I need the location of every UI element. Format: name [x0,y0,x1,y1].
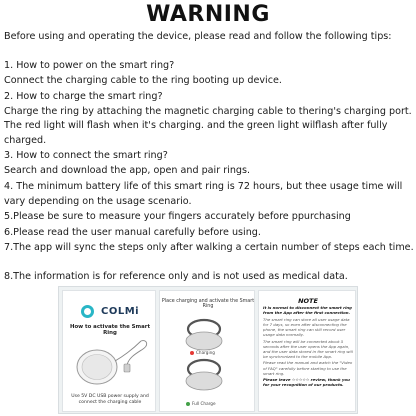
note-para-5: Please leave ☆☆☆☆☆ review, thank you for your recognition of our products. [263,377,350,388]
activation-caption: How to activate the Smart Ring [69,324,151,336]
intro-paragraph: Before using and operating the device, please read and follow the following tips: [4,31,392,42]
instruction-leaflet-image [58,286,358,414]
full-charge-label [186,401,216,406]
activation-panel [62,290,156,412]
item-2 [4,90,414,148]
note-para-4: Please read the manual and watch the "Video of FAQ" carefully before starting to use the smart ring. [263,360,353,376]
item-7-heading: 7.The app will sync the steps only after walking a certain number of steps each time. [4,242,414,253]
charging-label-text: Charging [196,350,215,355]
item-4 [4,180,414,209]
charging-caption: Place charging and activate the Smart Ring [161,299,255,309]
green-light-icon [186,402,190,406]
note-para-1: It is normal to disconnect the smart ring from the App after the first connection. [263,305,352,316]
charger-puck-illustration [67,335,153,393]
note-panel [258,290,356,412]
ring-charging-illustration [174,307,242,407]
item-1-heading: 1. How to power on the smart ring? [4,60,175,71]
intro-text [4,30,414,45]
note-para-3: The smart ring will be connected about 5 seconds after the user opens the App again, and the user data stored in the smart ring will be synchronized to the mobile App. [263,338,353,359]
power-supply-note: Use 5V DC USB power supply and connect the charging cable [71,394,149,405]
item-1-body: Connect the charging cable to the ring booting up device. [4,74,282,86]
item-5 [4,210,414,225]
brand-logo [63,301,157,320]
full-charge-label-text: Full Charge [192,401,216,406]
item-6 [4,226,414,241]
red-light-icon [190,351,194,355]
item-5-heading: 5.Please be sure to measure your fingers accurately before ppurchasing [4,211,351,222]
charging-label [190,350,215,355]
item-6-heading: 6.Please read the user manual carefully before using. [4,227,261,238]
brand-name: COLMi [101,306,140,317]
item-8 [4,270,414,285]
item-3-heading: 3. How to connect the smart ring? [4,150,168,161]
item-3-body: Search and download the app, open and pair rings. [4,164,251,176]
item-4-heading: 4. The minimum battery life of this smart ring is 72 hours, but thee usage time will vary depending on the usage scenario. [4,181,403,207]
brand-logo-icon [81,305,94,318]
item-7 [4,241,414,256]
item-1 [4,59,414,88]
page-title: WARNING [146,2,270,27]
note-para-2: The smart ring can store all user usage data for 7 days, so even after disconnecting the phone, the smart ring can still record user usage data normally. [263,316,350,337]
item-3 [4,149,414,178]
item-2-body: Charge the ring by attaching the magnetic charging cable to thering's charging port. The red light will flash when it's charging. and the green light wilflash after fully charged. [4,105,412,146]
note-body [263,305,353,389]
charging-panel [159,290,255,412]
item-2-heading: 2. How to charge the smart ring? [4,91,163,102]
note-title: NOTE [298,297,318,305]
item-8-heading: 8.The information is for reference only and is not used as medical data. [4,271,348,282]
